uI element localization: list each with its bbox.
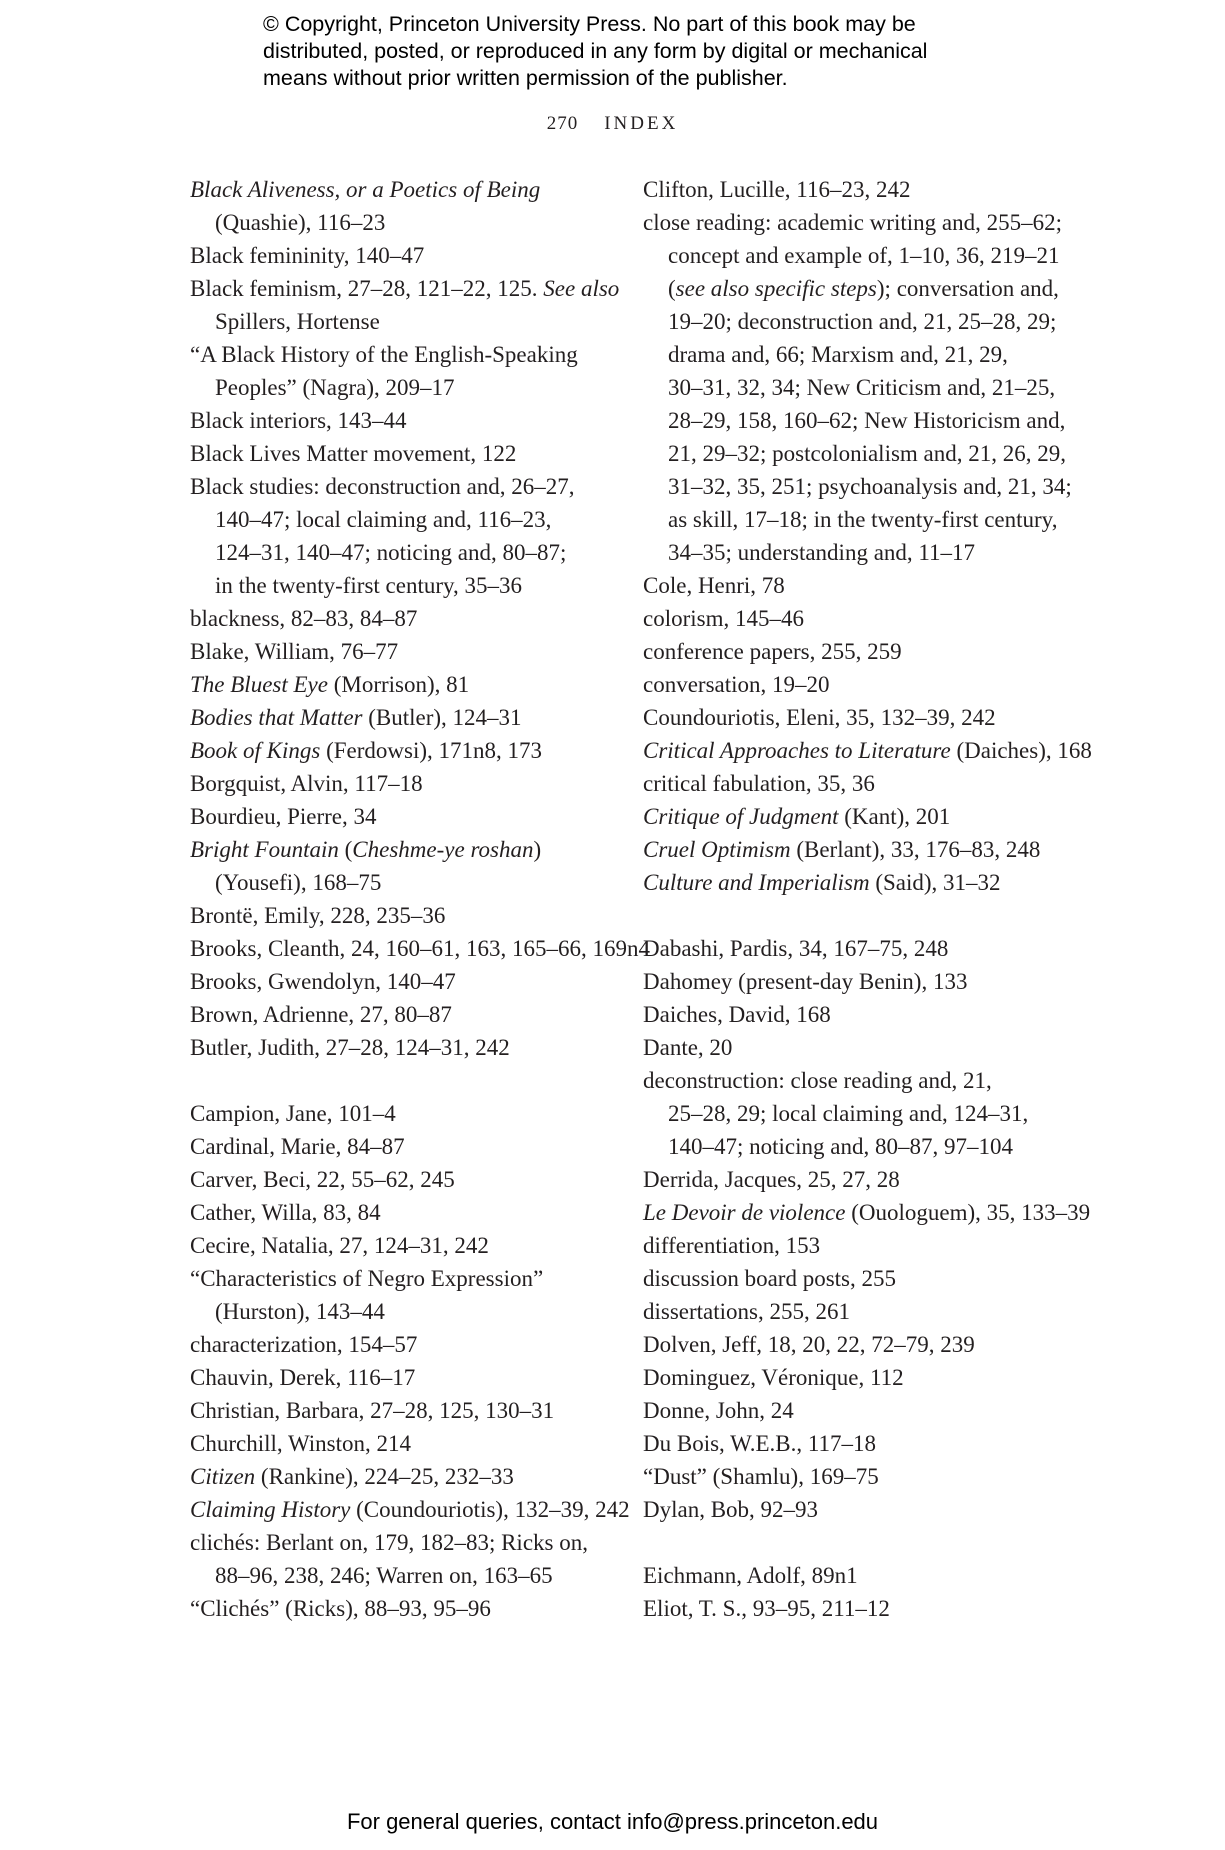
index-column-left xyxy=(190,173,650,1625)
index-entry: Black interiors, 143–44 xyxy=(190,408,407,433)
index-entry: conversation, 19–20 xyxy=(643,672,830,697)
index-entry: Donne, John, 24 xyxy=(643,1398,794,1423)
index-entry: Chauvin, Derek, 116–17 xyxy=(190,1365,416,1390)
index-entry: Christian, Barbara, 27–28, 125, 130–31 xyxy=(190,1398,555,1423)
index-entry: conference papers, 255, 259 xyxy=(643,639,902,664)
index-entry: deconstruction: close reading and, 21, 25–28, 29; local claiming and, 124–31, 140–47; noticing and, 80–87, 97–104 xyxy=(643,1068,1029,1159)
letter-group-gap xyxy=(643,1526,1083,1559)
index-entry: Du Bois, W.E.B., 117–18 xyxy=(643,1431,877,1456)
index-entry: Coundouriotis, Eleni, 35, 132–39, 242 xyxy=(643,705,996,730)
page-number: 270 xyxy=(546,113,579,134)
index-entry: “Clichés” (Ricks), 88–93, 95–96 xyxy=(190,1596,491,1621)
index-entry: Bodies that Matter (Butler), 124–31 xyxy=(190,705,522,730)
index-entry: colorism, 145–46 xyxy=(643,606,804,631)
index-entry: “Characteristics of Negro Expression” (Hurston), 143–44 xyxy=(190,1266,544,1324)
letter-group-gap xyxy=(643,899,1083,932)
index-entry: The Bluest Eye (Morrison), 81 xyxy=(190,672,470,697)
copyright-notice xyxy=(263,11,1023,92)
index-entry: Black femininity, 140–47 xyxy=(190,243,425,268)
index-entry: Brooks, Cleanth, 24, 160–61, 163, 165–66, 169n4 xyxy=(190,936,650,961)
index-entry: Brooks, Gwendolyn, 140–47 xyxy=(190,969,456,994)
index-entry: Bright Fountain (Cheshme-ye roshan) (Yousefi), 168–75 xyxy=(190,837,542,895)
copyright-line: © Copyright, Princeton University Press. No part of this book may be xyxy=(263,12,916,36)
page-title: INDEX xyxy=(604,113,679,134)
letter-group-gap xyxy=(190,1064,650,1097)
index-column-right xyxy=(643,173,1092,1625)
index-entry: differentiation, 153 xyxy=(643,1233,821,1258)
index-entry: Dabashi, Pardis, 34, 167–75, 248 xyxy=(643,936,949,961)
index-entry: Churchill, Winston, 214 xyxy=(190,1431,411,1456)
index-entry: Campion, Jane, 101–4 xyxy=(190,1101,396,1126)
index-entry: Brown, Adrienne, 27, 80–87 xyxy=(190,1002,452,1027)
index-entry: Black Aliveness, or a Poetics of Being (Quashie), 116–23 xyxy=(190,177,541,235)
index-entry: Cruel Optimism (Berlant), 33, 176–83, 248 xyxy=(643,837,1041,862)
footer-contact: For general queries, contact info@press.princeton.edu xyxy=(346,1809,879,1834)
index-entry: critical fabulation, 35, 36 xyxy=(643,771,875,796)
index-entry: Culture and Imperialism (Said), 31–32 xyxy=(643,870,1001,895)
index-entry: Dolven, Jeff, 18, 20, 22, 72–79, 239 xyxy=(643,1332,975,1357)
index-entry: “A Black History of the English-Speaking Peoples” (Nagra), 209–17 xyxy=(190,342,578,400)
running-head xyxy=(0,113,1225,135)
index-entry: Borgquist, Alvin, 117–18 xyxy=(190,771,423,796)
index-entry: Cole, Henri, 78 xyxy=(643,573,785,598)
index-entry: characterization, 154–57 xyxy=(190,1332,418,1357)
index-entry: discussion board posts, 255 xyxy=(643,1266,896,1291)
index-entry: Critique of Judgment (Kant), 201 xyxy=(643,804,951,829)
index-entry: Dante, 20 xyxy=(643,1035,733,1060)
index-entry: Dominguez, Véronique, 112 xyxy=(643,1365,904,1390)
index-entry: Brontë, Emily, 228, 235–36 xyxy=(190,903,446,928)
index-entry: Cardinal, Marie, 84–87 xyxy=(190,1134,405,1159)
index-entry: Butler, Judith, 27–28, 124–31, 242 xyxy=(190,1035,510,1060)
index-entry: blackness, 82–83, 84–87 xyxy=(190,606,418,631)
index-entry: Le Devoir de violence (Ouologuem), 35, 133–39 xyxy=(643,1200,1091,1225)
index-entry: Derrida, Jacques, 25, 27, 28 xyxy=(643,1167,900,1192)
index-entry: Daiches, David, 168 xyxy=(643,1002,831,1027)
index-entry: Carver, Beci, 22, 55–62, 245 xyxy=(190,1167,455,1192)
index-entry: clichés: Berlant on, 179, 182–83; Ricks on, 88–96, 238, 246; Warren on, 163–65 xyxy=(190,1530,588,1588)
index-entry: Cecire, Natalia, 27, 124–31, 242 xyxy=(190,1233,489,1258)
index-entry: Critical Approaches to Literature (Daiches), 168 xyxy=(643,738,1092,763)
index-entry: Clifton, Lucille, 116–23, 242 xyxy=(643,177,911,202)
index-entry: Eliot, T. S., 93–95, 211–12 xyxy=(643,1596,890,1621)
index-entry: Dahomey (present-day Benin), 133 xyxy=(643,969,968,994)
copyright-line: means without prior written permission of the publisher. xyxy=(263,66,788,90)
index-entry: Book of Kings (Ferdowsi), 171n8, 173 xyxy=(190,738,543,763)
index-entry: close reading: academic writing and, 255–62; concept and example of, 1–10, 36, 219–21 (see also specific steps); conversation and, 19–20; deconstruction and, 21, 25–28, 29; drama and, 66; Marxism and, 21, 29, 30–31, 32, 34; New Criticism and, 21–25, 28–29, 158, 160–62; New Historicism and, 21, 29–32; postcolonialism and, 21, 26, 29, 31–32, 35, 251; psychoanalysis and, 21, 34; as skill, 17–18; in the twenty-first century, 34–35; understanding and, 11–17 xyxy=(643,210,1072,565)
index-entry: Black feminism, 27–28, 121–22, 125. See also Spillers, Hortense xyxy=(190,276,620,334)
index-entry: dissertations, 255, 261 xyxy=(643,1299,850,1324)
index-entry: Citizen (Rankine), 224–25, 232–33 xyxy=(190,1464,514,1489)
index-entry: Cather, Willa, 83, 84 xyxy=(190,1200,381,1225)
index-entry: Eichmann, Adolf, 89n1 xyxy=(643,1563,858,1588)
index-entry: “Dust” (Shamlu), 169–75 xyxy=(643,1464,879,1489)
index-entry: Claiming History (Coundouriotis), 132–39, 242 xyxy=(190,1497,630,1522)
index-entry: Black studies: deconstruction and, 26–27, 140–47; local claiming and, 116–23, 124–31, 140–47; noticing and, 80–87; in the twenty-first century, 35–36 xyxy=(190,474,575,598)
index-entry: Blake, William, 76–77 xyxy=(190,639,399,664)
index-entry: Black Lives Matter movement, 122 xyxy=(190,441,517,466)
copyright-line: distributed, posted, or reproduced in any form by digital or mechanical xyxy=(263,39,928,63)
index-entry: Bourdieu, Pierre, 34 xyxy=(190,804,377,829)
index-entry: Dylan, Bob, 92–93 xyxy=(643,1497,819,1522)
